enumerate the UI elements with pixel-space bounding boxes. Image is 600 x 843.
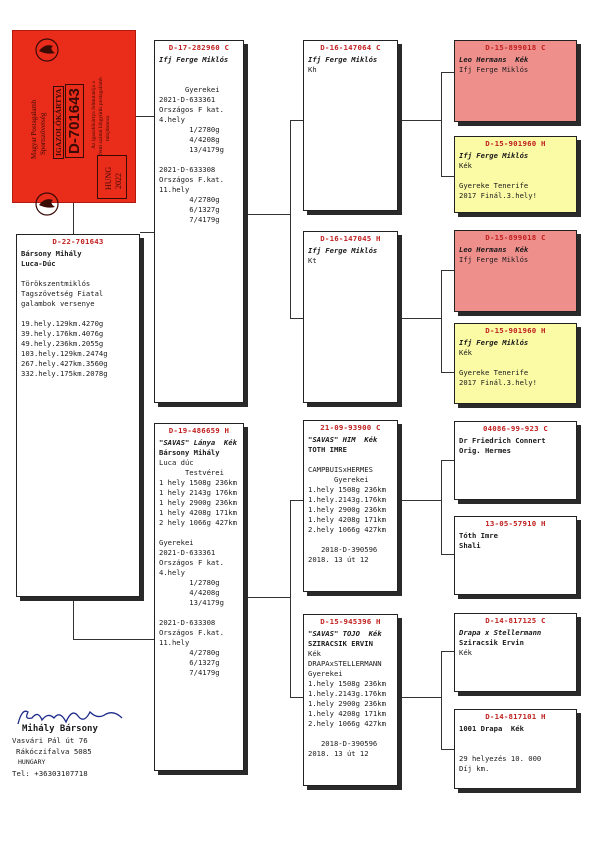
card-line: [459, 358, 573, 368]
card-line: [308, 535, 394, 545]
card-line: 1/2780g: [159, 578, 220, 587]
card-line: Kék: [308, 649, 321, 658]
card-line: Országos F kat.: [159, 558, 224, 567]
card-line: [459, 744, 573, 754]
card-body: [308, 629, 394, 759]
id-card-line: Sportszövetség: [39, 112, 47, 155]
ring-number: 13-05-57910 H: [485, 519, 546, 528]
ring-number: D-15-899018 C: [485, 233, 546, 242]
card-line: [459, 734, 573, 744]
card-line: Bársony Mihály: [159, 448, 220, 457]
card-line: 2.hely 1066g 427km: [308, 719, 386, 728]
federation-logo-icon: [33, 37, 61, 63]
card-line: 4/2780g: [159, 648, 220, 657]
card-line: Tagszövetség Fiatal: [21, 289, 104, 298]
connector: [398, 500, 441, 501]
card-line: Dr Friedrich Connert: [459, 436, 546, 445]
ancestor-card-5: [454, 421, 577, 500]
card-line: 6/1327g: [159, 658, 220, 667]
card-line: 2.hely 1066g 427km: [308, 525, 386, 534]
card-line: "SAVAS" TOJO Kék: [308, 629, 382, 638]
card-line: Törökszentmiklós: [21, 279, 91, 288]
card-line: 11.hely: [159, 185, 190, 194]
connector: [73, 203, 74, 234]
card-line: [159, 75, 240, 85]
card-line: Drapa x Stellermann: [459, 628, 542, 637]
connector: [441, 554, 454, 555]
card-line: [159, 155, 240, 165]
card-line: Gyereke Tenerife: [459, 368, 529, 377]
card-line: 1 hely 2900g 236km: [159, 498, 237, 507]
card-line: Kh: [308, 65, 317, 74]
card-line: 7/4179g: [159, 215, 220, 224]
card-line: 103.hely.129km.2474g: [21, 349, 108, 358]
card-line: 4.hely: [159, 568, 185, 577]
dam-card: [154, 423, 244, 771]
ancestor-card-2: [454, 136, 577, 213]
card-line: 49.hely.236km.2055g: [21, 339, 104, 348]
card-line: 1 hely 4208g 171km: [159, 508, 237, 517]
card-line: "SAVAS" Lánya Kék: [159, 438, 237, 447]
id-card-title: IGAZOLÓKÁRTYA: [53, 86, 64, 159]
id-card-country-box: [97, 155, 127, 199]
card-body: [21, 249, 136, 379]
card-body: [459, 531, 573, 551]
card-line: Shali: [459, 541, 481, 550]
card-line: 1.hely 2900g 236km: [308, 505, 386, 514]
card-line: 11.hely: [159, 638, 190, 647]
card-line: 2018-D-390596: [308, 545, 378, 554]
card-line: 2018-D-390596: [308, 739, 378, 748]
card-line: [308, 455, 394, 465]
card-body: [459, 55, 573, 75]
ring-number: D-15-901960 H: [485, 326, 546, 335]
card-line: 2018. 13 út 12: [308, 749, 369, 758]
card-line: Gyereke Tenerife: [459, 181, 529, 190]
card-line: 2 hely 1066g 427km: [159, 518, 237, 527]
ring-number: D-15-945396 H: [320, 617, 381, 626]
card-line: 4/4208g: [159, 135, 220, 144]
ring-number: D-14-817101 H: [485, 712, 546, 721]
ring-number: D-17-282960 C: [168, 43, 230, 52]
card-line: 6/1327g: [159, 205, 220, 214]
card-line: Bársony Mihály: [21, 249, 82, 258]
ancestor-card-8: [454, 709, 577, 789]
card-line: Ifj Ferge Miklós: [459, 151, 529, 160]
card-line: 2017 Finál.3.hely!: [459, 191, 537, 200]
card-line: 4/2780g: [159, 195, 220, 204]
connector: [290, 120, 291, 318]
connector: [441, 270, 442, 372]
ring-number: D-15-899018 C: [485, 43, 546, 52]
card-line: Kék: [459, 348, 472, 357]
dam-sire-card: [303, 420, 398, 592]
connector: [441, 270, 454, 271]
card-line: [21, 269, 136, 279]
connector: [244, 214, 290, 215]
card-line: Sziracsik Ervin: [459, 638, 524, 647]
card-line: 1 hely 2143g 176km: [159, 488, 237, 497]
connector: [441, 460, 454, 461]
card-line: Gyerekei: [159, 85, 220, 94]
card-line: Országos F kat.: [159, 105, 224, 114]
card-line: 2021-D-633308: [159, 165, 216, 174]
connector: [398, 120, 441, 121]
ring-number: 21-09-93900 C: [320, 423, 381, 432]
id-card-line: Magyar Postagalamb: [30, 99, 38, 159]
id-card-line: tulajdonosa: [105, 115, 111, 141]
card-line: 267.hely.427km.3560g: [21, 359, 108, 368]
card-line: 2017 Finál.3.hely!: [459, 378, 537, 387]
ring-number: D-16-147045 H: [320, 234, 381, 243]
card-line: Kt: [308, 256, 317, 265]
card-body: [459, 245, 573, 265]
id-card-line: Az igazolókártya felmutatója a: [91, 81, 97, 149]
card-line: Gyerekei: [308, 669, 343, 678]
connector: [290, 697, 304, 698]
card-line: galambok versenye: [21, 299, 95, 308]
card-body: [459, 628, 573, 658]
card-line: Országos F.kat.: [159, 628, 224, 637]
card-line: [21, 309, 136, 319]
owner-country: HUNGARY: [18, 758, 46, 766]
federation-logo-icon: [33, 191, 61, 217]
card-line: 13/4179g: [159, 598, 224, 607]
card-line: Gyerekei: [308, 475, 369, 484]
ancestor-card-6: [454, 516, 577, 595]
connector: [73, 639, 155, 640]
card-line: Leo Hermans Kék: [459, 55, 529, 64]
card-line: Luca-Dúc: [21, 259, 56, 268]
ancestor-card-3: [454, 230, 577, 312]
sire-sire-card: [303, 40, 398, 211]
card-line: 2018. 13 út 12: [308, 555, 369, 564]
connector: [441, 651, 442, 749]
card-body: [459, 151, 573, 201]
card-body: [459, 436, 573, 456]
owner-address: Rákóczifalva 5085: [16, 747, 92, 756]
connector: [290, 120, 304, 121]
connector: [441, 176, 454, 177]
card-line: TOTH IMRE: [308, 445, 347, 454]
card-line: 2021-D-633361: [159, 548, 216, 557]
dam-dam-card: [303, 614, 398, 786]
card-line: Ifj Ferge Miklós: [459, 65, 529, 74]
card-line: Orig. Hermes: [459, 446, 511, 455]
card-line: Országos F.kat.: [159, 175, 224, 184]
card-line: [459, 171, 573, 181]
ring-number: D-16-147064 C: [320, 43, 381, 52]
card-line: 7/4179g: [159, 668, 220, 677]
connector: [441, 72, 442, 176]
ancestor-card-1: [454, 40, 577, 122]
connector: [441, 460, 442, 554]
card-body: [308, 435, 394, 565]
connector: [441, 651, 454, 652]
card-line: 332.hely.175km.2078g: [21, 369, 108, 378]
card-line: Kék: [459, 161, 472, 170]
card-body: [159, 55, 240, 225]
card-line: 1/2780g: [159, 125, 220, 134]
card-line: DRAPAxSTELLERMANN: [308, 659, 382, 668]
sire-dam-card: [303, 231, 398, 403]
card-line: 2021-D-633361: [159, 95, 216, 104]
card-line: [159, 528, 240, 538]
card-line: 1.hely.2143g.176km: [308, 689, 386, 698]
id-card-line: fenti számú lábgyűrűs postagalamb: [98, 77, 104, 155]
connector: [73, 597, 74, 639]
card-line: [308, 729, 394, 739]
card-line: 1.hely.2143g.176km: [308, 495, 386, 504]
card-line: Kék: [459, 648, 472, 657]
ancestor-card-7: [454, 613, 577, 692]
card-line: Leo Hermans Kék: [459, 245, 529, 254]
ring-number: D-19-486659 H: [168, 426, 230, 435]
card-body: [308, 55, 394, 75]
card-line: 2021-D-633308: [159, 618, 216, 627]
card-line: 1001 Drapa Kék: [459, 724, 524, 733]
card-line: Ifj Ferge Miklós: [459, 338, 529, 347]
card-line: Díj km.: [459, 764, 490, 773]
owner-address: Vasvári Pál út 76: [12, 736, 88, 745]
card-line: Tóth Imre: [459, 531, 498, 540]
card-line: SZIRACSIK ERVIN: [308, 639, 373, 648]
card-line: 1.hely 4208g 171km: [308, 515, 386, 524]
owner-phone: Tel: +36303107718: [12, 769, 88, 778]
card-line: Ifj Ferge Miklós: [159, 55, 229, 64]
connector: [136, 116, 154, 117]
card-line: [159, 65, 240, 75]
card-line: Luca dúc: [159, 458, 194, 467]
subject-pigeon-card: [16, 234, 140, 597]
connector: [290, 500, 304, 501]
id-card-hung: HUNG: [104, 166, 113, 190]
connector: [441, 749, 454, 750]
card-line: CAMPBUISxHERMES: [308, 465, 373, 474]
card-line: 4.hely: [159, 115, 185, 124]
card-line: 19.hely.129km.4270g: [21, 319, 104, 328]
card-line: Ifj Ferge Miklós: [308, 246, 378, 255]
connector: [290, 318, 304, 319]
card-line: [159, 608, 240, 618]
connector: [441, 72, 454, 73]
ring-number: D-22-701643: [52, 237, 104, 246]
connector: [140, 232, 154, 233]
card-line: 1.hely 2900g 236km: [308, 699, 386, 708]
card-line: Ifj Ferge Miklós: [459, 255, 529, 264]
card-line: 4/4208g: [159, 588, 220, 597]
owner-name: Mihály Bársony: [22, 724, 98, 734]
card-body: [308, 246, 394, 266]
ancestor-card-4: [454, 323, 577, 404]
ring-number: D-14-817125 C: [485, 616, 546, 625]
card-line: 39.hely.176km.4076g: [21, 329, 104, 338]
id-card-ring-number: D-701643: [65, 84, 84, 158]
card-line: "SAVAS" HIM Kék: [308, 435, 378, 444]
owner-info: [12, 710, 152, 779]
card-body: [459, 338, 573, 388]
connector: [398, 318, 441, 319]
card-body: [459, 724, 573, 774]
card-line: 1 hely 1508g 236km: [159, 478, 237, 487]
card-line: 1.hely 1508g 236km: [308, 485, 386, 494]
ring-number: D-15-901960 H: [485, 139, 546, 148]
card-line: Ifj Ferge Miklós: [308, 55, 378, 64]
connector: [441, 372, 454, 373]
card-line: Testvérei: [159, 468, 224, 477]
id-card-year: 2022: [114, 173, 123, 189]
ring-number: 04086-99-923 C: [482, 424, 549, 433]
card-line: 29 helyezés 10. 000: [459, 754, 542, 763]
card-line: Gyerekei: [159, 538, 194, 547]
card-line: 13/4179g: [159, 145, 224, 154]
sire-card: [154, 40, 244, 403]
connector: [398, 697, 441, 698]
connector: [290, 500, 291, 697]
id-card: [12, 30, 136, 203]
card-line: 1.hely 4208g 171km: [308, 709, 386, 718]
connector: [244, 597, 290, 598]
card-line: 1.hely 1508g 236km: [308, 679, 386, 688]
card-body: [159, 438, 240, 678]
